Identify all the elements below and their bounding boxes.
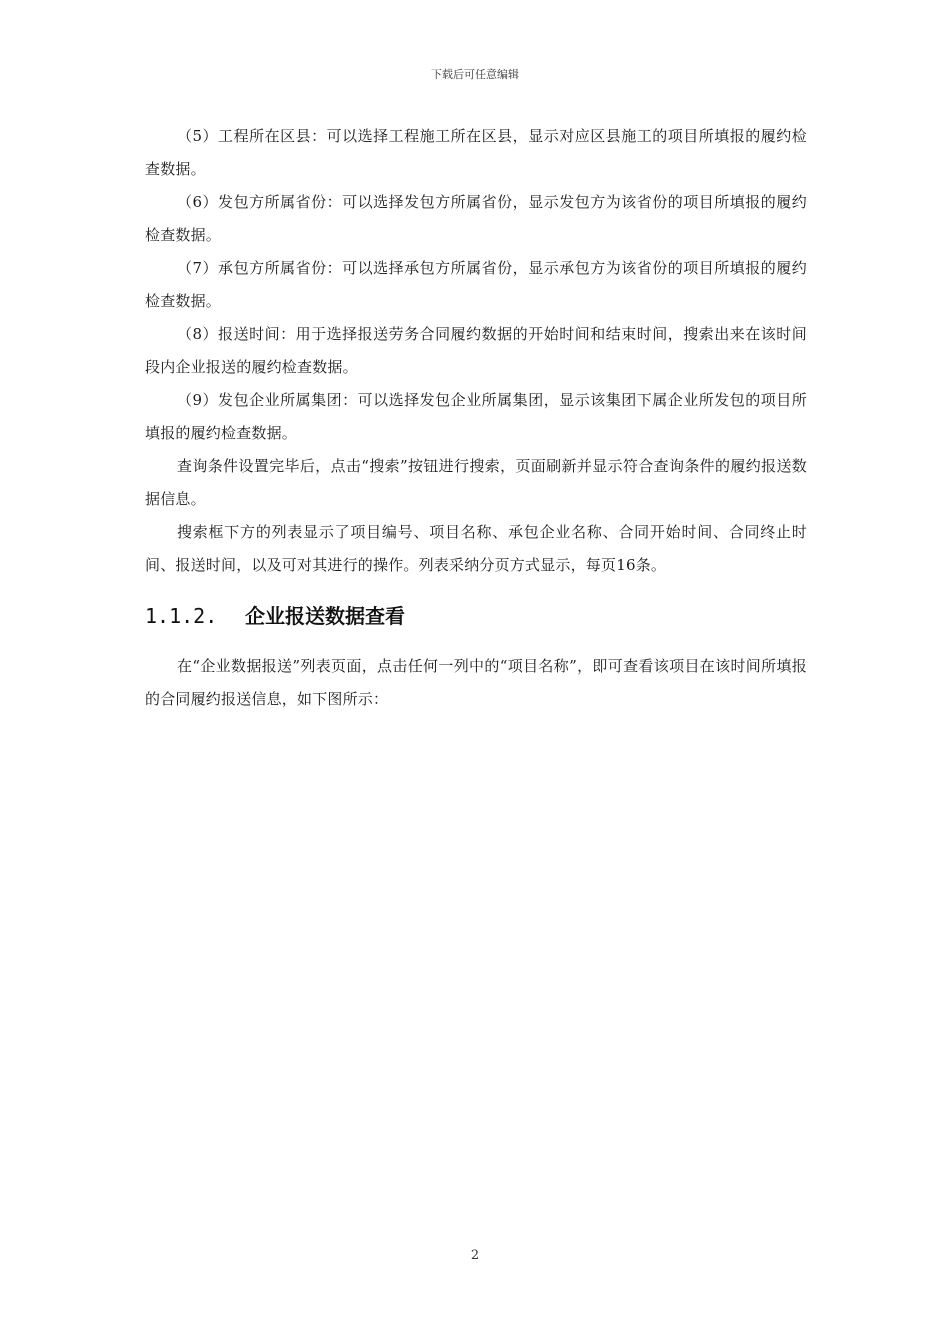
paragraph-list-description: 搜索框下方的列表显示了项目编号、项目名称、承包企业名称、合同开始时间、合同终止时间、报送时间，以及可对其进行的操作。列表采纳分页方式显示，每页16条。 bbox=[145, 523, 807, 574]
paragraph-district: （5）工程所在区县：可以选择工程施工所在区县，显示对应区县施工的项目所填报的履约检查数据。 bbox=[145, 127, 807, 178]
paragraph-view-instructions: 在“企业数据报送”列表页面，点击任何一列中的“项目名称”，即可查看该项目在该时间所填报的合同履约报送信息，如下图所示： bbox=[145, 657, 807, 708]
paragraph-contractor-province: （7）承包方所属省份：可以选择承包方所属省份，显示承包方为该省份的项目所填报的履约检查数据。 bbox=[145, 259, 807, 310]
section-heading bbox=[145, 600, 807, 632]
document-body bbox=[145, 120, 807, 716]
paragraph-employer-province: （6）发包方所属省份：可以选择发包方所属省份，显示发包方为该省份的项目所填报的履约检查数据。 bbox=[145, 193, 807, 244]
page-number: 2 bbox=[470, 1248, 480, 1263]
paragraph-submit-time: （8）报送时间：用于选择报送劳务合同履约数据的开始时间和结束时间，搜索出来在该时间段内企业报送的履约检查数据。 bbox=[145, 325, 807, 376]
paragraph-search-instructions: 查询条件设置完毕后，点击“搜索”按钮进行搜索，页面刷新并显示符合查询条件的履约报送数据信息。 bbox=[145, 457, 807, 508]
page-header: 下载后可任意编辑 bbox=[431, 68, 519, 81]
section-number: 1.1.2. bbox=[145, 604, 218, 628]
paragraph-employer-group: （9）发包企业所属集团：可以选择发包企业所属集团，显示该集团下属企业所发包的项目所填报的履约检查数据。 bbox=[145, 391, 807, 442]
section-title: 企业报送数据查看 bbox=[245, 604, 405, 628]
